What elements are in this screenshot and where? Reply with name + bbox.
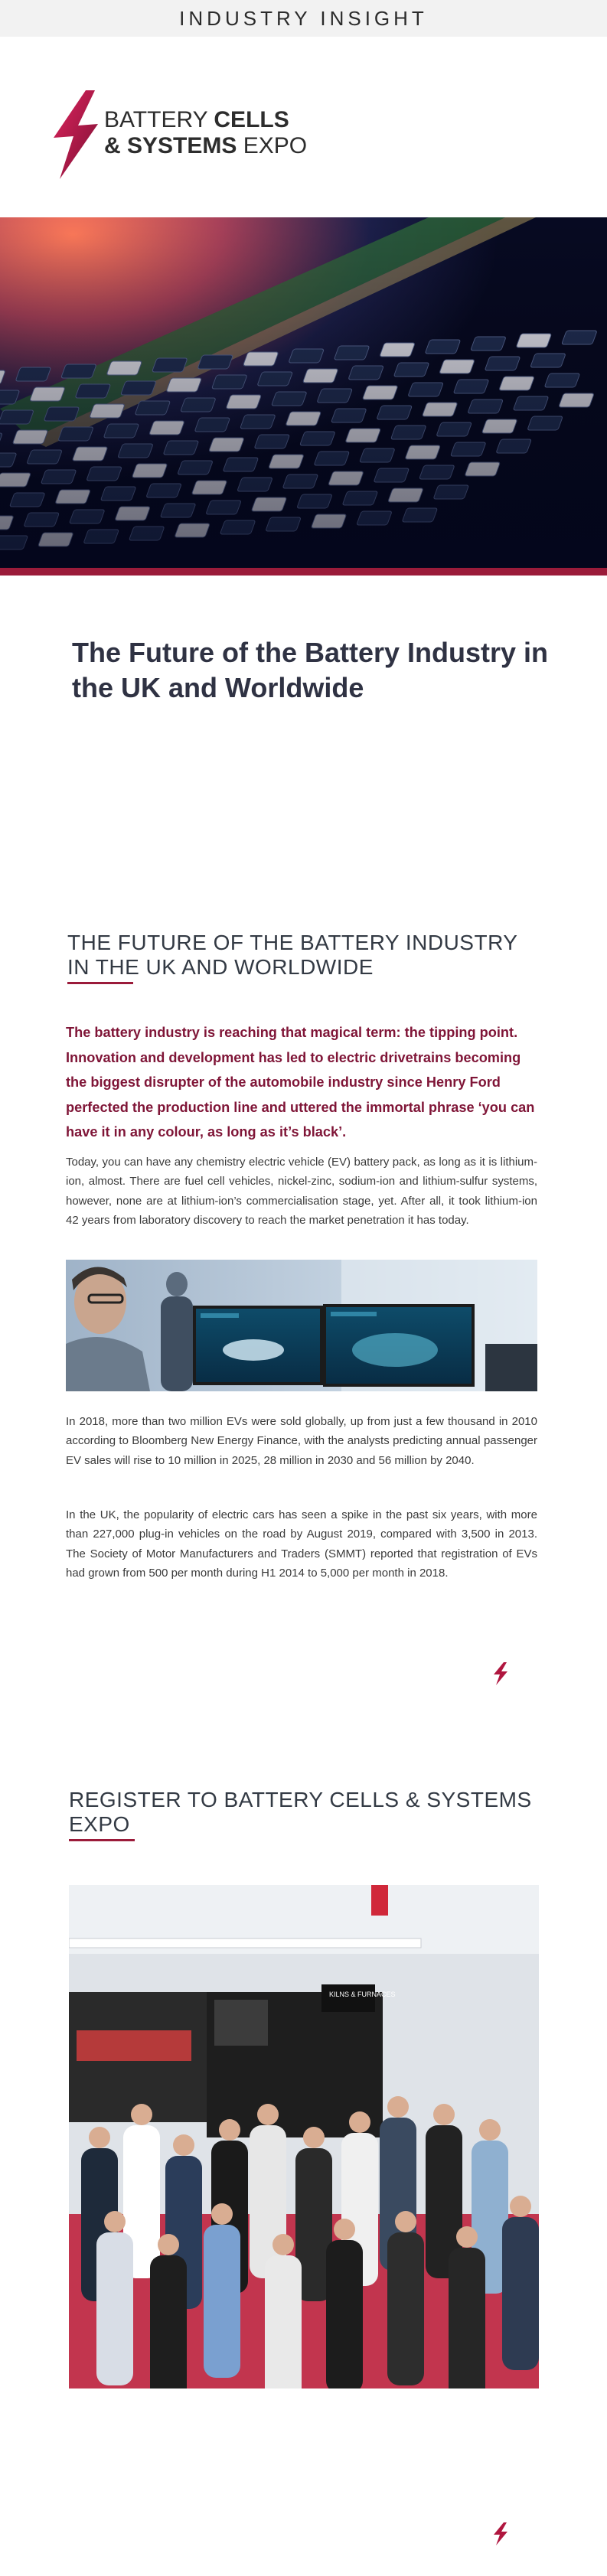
heading-underline (69, 1839, 135, 1841)
logo-wordmark: BATTERY CELLS & SYSTEMS EXPO (104, 107, 308, 158)
engineer-screens-photo (66, 1260, 537, 1391)
heading-underline (67, 982, 133, 984)
lightning-bolt-icon (51, 90, 101, 179)
booth-sign-text: KILNS & FURNACES (329, 1991, 396, 1998)
battery-circuit-illustration (0, 217, 607, 568)
expo-crowd-photo (69, 1885, 539, 2389)
hero-image (0, 217, 607, 568)
section-heading: REGISTER TO BATTERY CELLS & SYSTEMS EXPO (69, 1788, 532, 1836)
top-banner (0, 0, 607, 37)
body-paragraph: In the UK, the popularity of electric cars has seen a spike in the past six years, with more than 227,000 plug-in vehicles on the road by August 2019, compared with 3,500 in 2013. The Society of Motor Manufacturers and Traders (SMMT) reported that registration of EVs had grown from 500 per month during H1 2014 to 5,000 per month in 2018. (66, 1508, 537, 1580)
lightning-bolt-icon (492, 2522, 509, 2545)
lightning-bolt-icon (492, 1662, 509, 1685)
body-paragraph: In 2018, more than two million EVs were sold globally, up from just a few thousand in 2010 according to Bloomberg New Energy Finance, with the analysts predicting annual passenger EV sales will rise to 10 million in 2025, 28 million in 2030 and 56 million by 2040. (66, 1415, 537, 1467)
event-logo[interactable] (51, 90, 311, 179)
page-title: The Future of the Battery Industry in the UK and Worldwide (72, 637, 549, 703)
hero-accent-bar (0, 568, 607, 576)
body-paragraph: Today, you can have any chemistry electric vehicle (EV) battery pack, as long as it is lithium-ion, almost. There are fuel cell vehicles, nickel-zinc, sodium-ion and lithium-sulfur systems, however, none are at lithium-ion’s commercialisation stage, yet. After all, it took lithium-ion 42 years from laboratory discovery to reach the market penetration it has today. (66, 1156, 537, 1228)
lead-paragraph: The battery industry is reaching that magical term: the tipping point. Innovation and development has led to electric drivetrains becoming the biggest disrupter of the automobile industry since Henry Ford perfected the production line and uttered the immortal phrase ‘you can have it in any colour, as long as it’s black’. (66, 1025, 535, 1140)
banner-title: INDUSTRY INSIGHT (179, 6, 428, 30)
expo-hall-illustration (69, 1885, 539, 2389)
engineer-at-monitors-illustration (66, 1260, 537, 1391)
section-heading: THE FUTURE OF THE BATTERY INDUSTRY IN THE UK AND WORLDWIDE (67, 931, 517, 979)
